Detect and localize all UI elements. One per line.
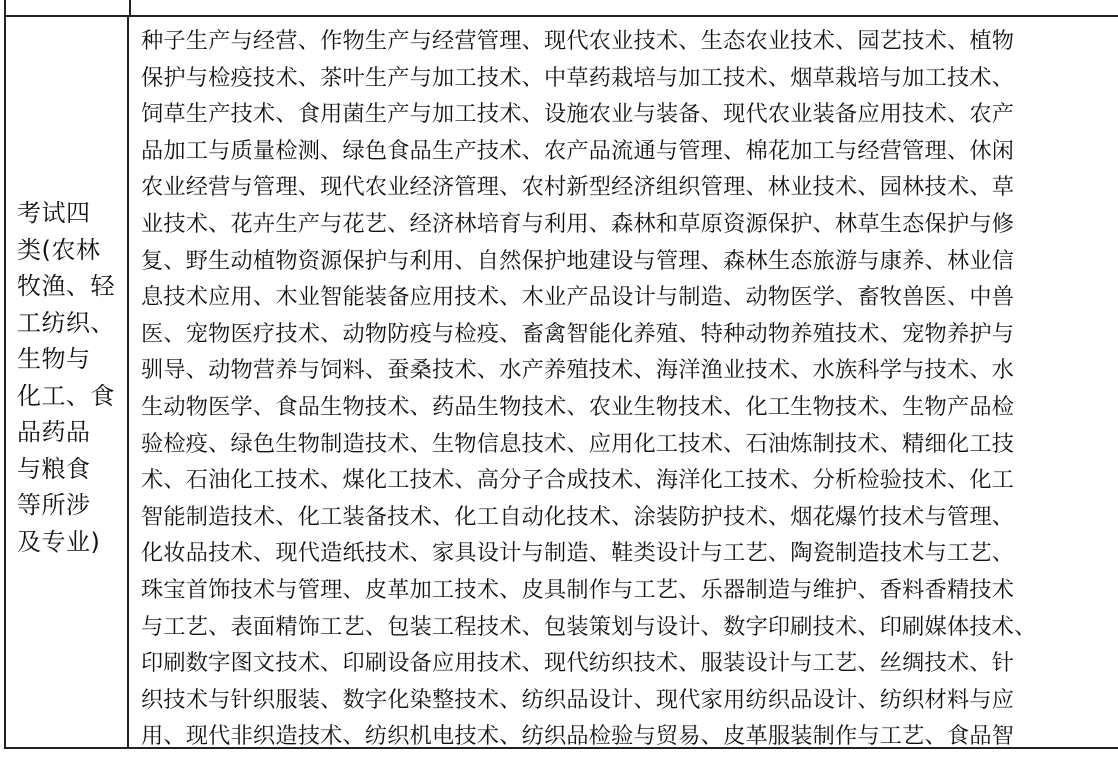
category-label: 考试四 类(农林 牧渔、轻 工纺织、 生物与 化工、食 品药品 与粮食 等所涉 及专业) <box>17 199 115 556</box>
category-cell <box>6 15 129 747</box>
majors-cell <box>129 15 1118 750</box>
majors-list-text: 种子生产与经营、作物生产与经营管理、现代农业技术、生态农业技术、园艺技术、植物 保护与检疫技术、茶叶生产与加工技术、中草药栽培与加工技术、烟草栽培与加工技术、 饲草生产技术、食用菌生产与加工技术、设施农业与装备、现代农业装备应用技术、农产 品加工与质量检测、绿色食品生产技术、农产品流通与管理、棉花加工与经营管理、休闲 农业经营与管理、现代农业经济管理、农村新型经济组织管理、林业技术、园林技术、草 业技术、花卉生产与花艺、经济林培育与利用、森林和草原资源保护、林草生态保护与修 复、野生动植物资源保护与利用、自然保护地建设与管理、森林生态旅游与康养、林业信 息技术应用、木业智能装备应用技术、木业产品设计与制造、动物医学、畜牧兽医、中兽 医、宠物医疗技术、动物防疫与检疫、畜禽智能化养殖、特种动物养殖技术、宠物养护与 驯导、动物营养与饲料、蚕桑技术、水产养殖技术、海洋渔业技术、水族科学与技术、水 生动物医学、食品生物技术、药品生物技术、农业生物技术、化工生物技术、生物产品检 验检疫、绿色生物制造技术、生物信息技术、应用化工技术、石油炼制技术、精细化工技 术、石油化工技术、煤化工技术、高分子合成技术、海洋化工技术、分析检验技术、化工 智能制造技术、化工装备技术、化工自动化技术、涂装防护技术、烟花爆竹技术与管理、 化妆品技术、现代造纸技术、家具设计与制造、鞋类设计与工艺、陶瓷制造技术与工艺、 珠宝首饰技术与管理、皮革加工技术、皮具制作与工艺、乐器制造与维护、香料香精技术 与工艺、表面精饰工艺、包装工程技术、包装策划与设计、数字印刷技术、印刷媒体技术、 印刷数字图文技术、印刷设备应用技术、现代纺织技术、服装设计与工艺、丝绸技术、针 织技术与针织服装、数字化染整技术、纺织品设计、现代家用纺织品设计、纺织材料与应 用、现代非织造技术、纺织机电技术、纺织品检验与贸易、皮革服装制作与工艺、食品智 <box>141 28 1037 750</box>
table-row <box>4 15 1118 749</box>
